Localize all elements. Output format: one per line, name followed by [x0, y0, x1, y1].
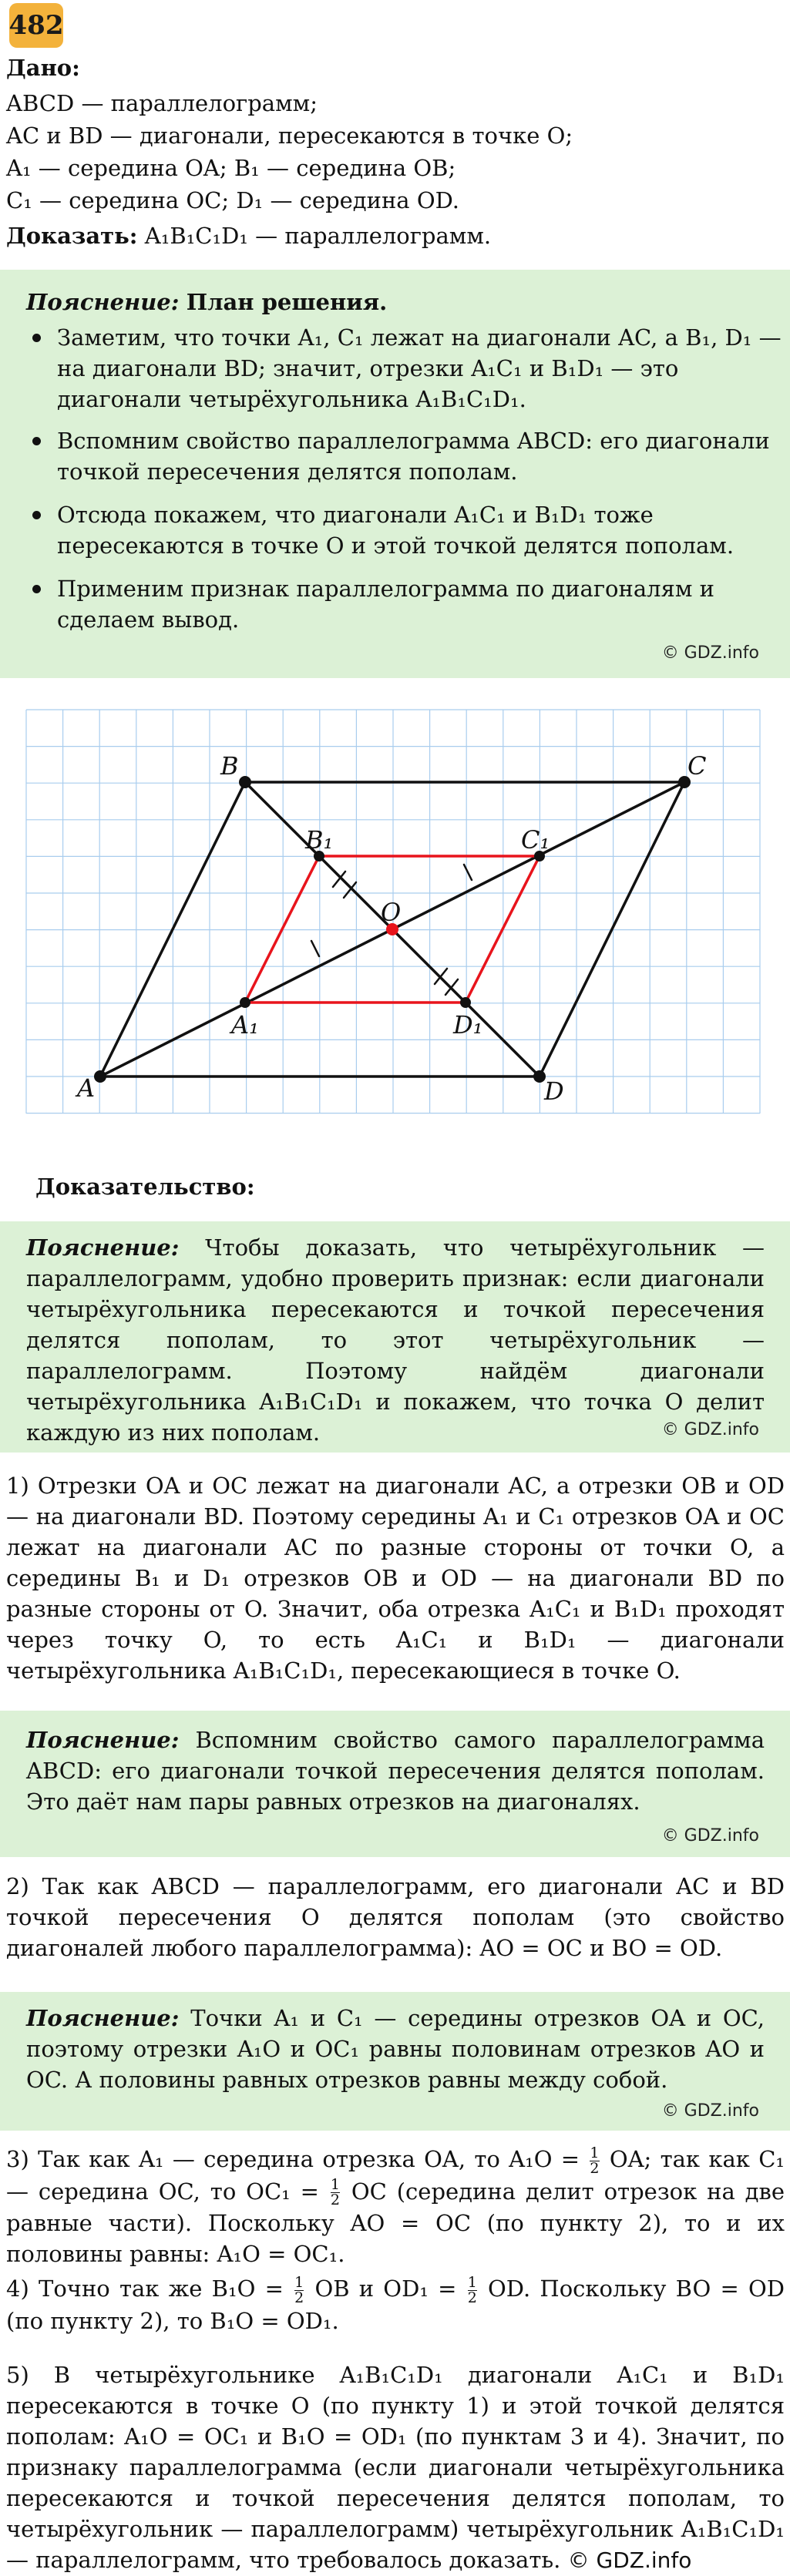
- step-4-part-a: 4) Точно так же B₁O =: [6, 2275, 284, 2302]
- label-c: C: [687, 751, 707, 781]
- note-3-body: [26, 1725, 765, 1817]
- bullet-dot-icon: [32, 334, 41, 342]
- task-number-badge: 482: [9, 3, 63, 48]
- point-a: [94, 1070, 106, 1083]
- proof-heading: Доказательство:: [35, 1174, 255, 1200]
- proof-step-2: 2) Так как ABCD — параллелограмм, его диагонали AC и BD точкой пересечения O делятся пополам (это свойство диагоналей любого параллелограмма): AO = OC и BO = OD.: [6, 1873, 785, 1961]
- plan-note: [0, 270, 790, 678]
- point-b: [239, 776, 251, 788]
- note-4-body: [26, 2003, 765, 2095]
- point-d1: [460, 997, 471, 1008]
- label-a: A: [77, 1073, 96, 1103]
- fraction-one-half: [468, 2275, 477, 2306]
- fraction-one-half: [294, 2275, 304, 2306]
- label-d: D: [544, 1076, 564, 1106]
- note-2-text: Чтобы доказать, что четырёхугольник — параллелограмм, удобно проверить признак: если диагонали четырёхугольника пересекаются и точкой пересечения делятся пополам, то этот четырёхугольник — параллелограмм. Поэтому найдём диагонали четырёхугольника A₁B₁C₁D₁ и покажем, что точка O делит каждую из них пополам.: [26, 1234, 765, 1446]
- fraction-numerator: 1: [330, 2176, 340, 2193]
- fraction-denominator: 2: [330, 2191, 340, 2208]
- step-4-part-b: OB и OD₁ =: [314, 2275, 457, 2302]
- fraction-one-half: [590, 2146, 599, 2176]
- plan-bullet-2-text: Вспомним свойство параллелограмма ABCD: его диагонали точкой пересечения делятся пополам.: [57, 428, 770, 485]
- label-c1: C₁: [521, 825, 550, 855]
- bullet-dot-icon: [32, 437, 41, 445]
- given-line-4: C₁ — середина OC; D₁ — середина OD.: [6, 187, 460, 213]
- bullet-dot-icon: [32, 585, 41, 593]
- fraction-denominator: 2: [467, 2289, 477, 2306]
- label-o: O: [381, 898, 402, 927]
- note-3: [0, 1711, 790, 1857]
- step-4-part-c: OD. Поскольку BO = OD (по пункту 2), то B₁O = OD₁.: [6, 2275, 785, 2334]
- given-line-2: AC и BD — диагонали, пересекаются в точке O;: [6, 123, 573, 149]
- bullet-dot-icon: [32, 511, 41, 519]
- plan-bullet-3-text: Отсюда покажем, что диагонали A₁C₁ и B₁D₁ тоже пересекаются в точке O и этой точкой делятся пополам.: [57, 502, 735, 559]
- parallelogram-figure: [0, 697, 790, 1125]
- step-5-text: 5) В четырёхугольнике A₁B₁C₁D₁ диагонали A₁C₁ и B₁D₁ пересекаются в точке O (по пункту 1) и этой точкой делятся пополам: A₁O = OC₁ и B₁O = OD₁ (по пунктам 3 и 4). Значит, по признаку параллелограмма (если диагонали четырёхугольника пересекаются и точкой пересечения делятся пополам, то четырёхугольник — параллелограмм) четырёхугольник A₁B₁C₁D₁ — параллелограмм, что требовалось доказать.: [6, 2362, 785, 2573]
- proof-step-4: [6, 2273, 785, 2336]
- plan-bullet-4-text: Применим признак параллелограмма по диагоналям и сделаем вывод.: [57, 576, 714, 633]
- fraction-numerator: 1: [294, 2273, 304, 2291]
- fraction-numerator: 1: [590, 2144, 600, 2161]
- fraction-denominator: 2: [294, 2289, 304, 2306]
- note-4-text: Точки A₁ и C₁ — середины отрезков OA и OC, поэтому отрезки A₁O и OC₁ равны половинам отрезков AO и OC. А половины равных отрезков равны между собой.: [26, 2005, 765, 2093]
- prove-line: [6, 220, 491, 251]
- tick-mark: [311, 941, 319, 956]
- note-4: [0, 1992, 790, 2131]
- proof-step-1: 1) Отрезки OA и OC лежат на диагонали AC, а отрезки OB и OD — на диагонали BD. Поэтому середины A₁ и C₁ отрезков OA и OC лежат на диагонали AC по разные стороны от точки O, а середины B₁ и D₁ отрезков OB и OD — на диагонали BD по разные стороны от O. Значит, оба отрезка A₁C₁ и B₁D₁ проходят через точку O, то есть A₁C₁ и B₁D₁ — диагонали четырёхугольника A₁B₁C₁D₁, пересекающиеся в точке O.: [6, 1473, 785, 1684]
- fraction-one-half: [331, 2178, 340, 2208]
- note-2-copyright: © GDZ.info: [661, 1420, 759, 1439]
- given-line-3: A₁ — середина OA; B₁ — середина OB;: [6, 155, 456, 181]
- note-2-body: [26, 1232, 765, 1448]
- prove-heading: Доказать:: [6, 223, 138, 249]
- fraction-numerator: 1: [467, 2273, 477, 2291]
- note-3-copyright: © GDZ.info: [661, 1826, 759, 1846]
- note-3-title: Пояснение:: [26, 1727, 180, 1753]
- step-3-part-c: OC (середина делит отрезок на две равные части). Поскольку AO = OC (по пункту 2), то и их половины равны: A₁O = OC₁.: [6, 2178, 785, 2267]
- plan-bullet-1-text: Заметим, что точки A₁, C₁ лежат на диагонали AC, а B₁, D₁ — на диагонали BD; значит, отрезки A₁C₁ и B₁D₁ — это диагонали четырёхугольника A₁B₁C₁D₁.: [57, 324, 782, 412]
- label-b1: B₁: [305, 825, 334, 855]
- note-4-copyright: © GDZ.info: [661, 2101, 759, 2121]
- label-a1: A₁: [231, 1010, 259, 1039]
- prove-text: A₁B₁C₁D₁ — параллелограмм.: [144, 223, 492, 249]
- proof-step-3: [6, 2144, 785, 2269]
- given-heading: Дано:: [6, 55, 80, 81]
- tick-mark: [464, 865, 472, 880]
- plan-note-title: Пояснение:: [26, 289, 180, 315]
- label-b: B: [220, 751, 239, 781]
- point-a1: [240, 997, 250, 1008]
- step-3-part-b: OA; так как C₁ — середина OC, то OC₁ =: [6, 2146, 785, 2205]
- proof-step-5: [6, 2359, 785, 2576]
- final-copyright: © GDZ.info: [567, 2547, 692, 2573]
- note-4-title: Пояснение:: [26, 2005, 180, 2031]
- note-2-title: Пояснение:: [26, 1234, 180, 1261]
- note-3-text: Вспомним свойство самого параллелограмма ABCD: его диагонали точкой пересечения делятся пополам. Это даёт нам пары равных отрезков на диагоналях.: [26, 1727, 765, 1815]
- fraction-denominator: 2: [590, 2159, 600, 2177]
- plan-note-copyright: © GDZ.info: [661, 643, 759, 663]
- note-2: [0, 1221, 790, 1453]
- plan-note-subtitle: План решения.: [186, 289, 388, 315]
- plan-note-heading: [26, 287, 387, 317]
- given-line-1: ABCD — параллелограмм;: [6, 90, 318, 116]
- step-3-part-a: 3) Так как A₁ — середина отрезка OA, то A₁O =: [6, 2146, 580, 2172]
- label-d1: D₁: [453, 1010, 483, 1039]
